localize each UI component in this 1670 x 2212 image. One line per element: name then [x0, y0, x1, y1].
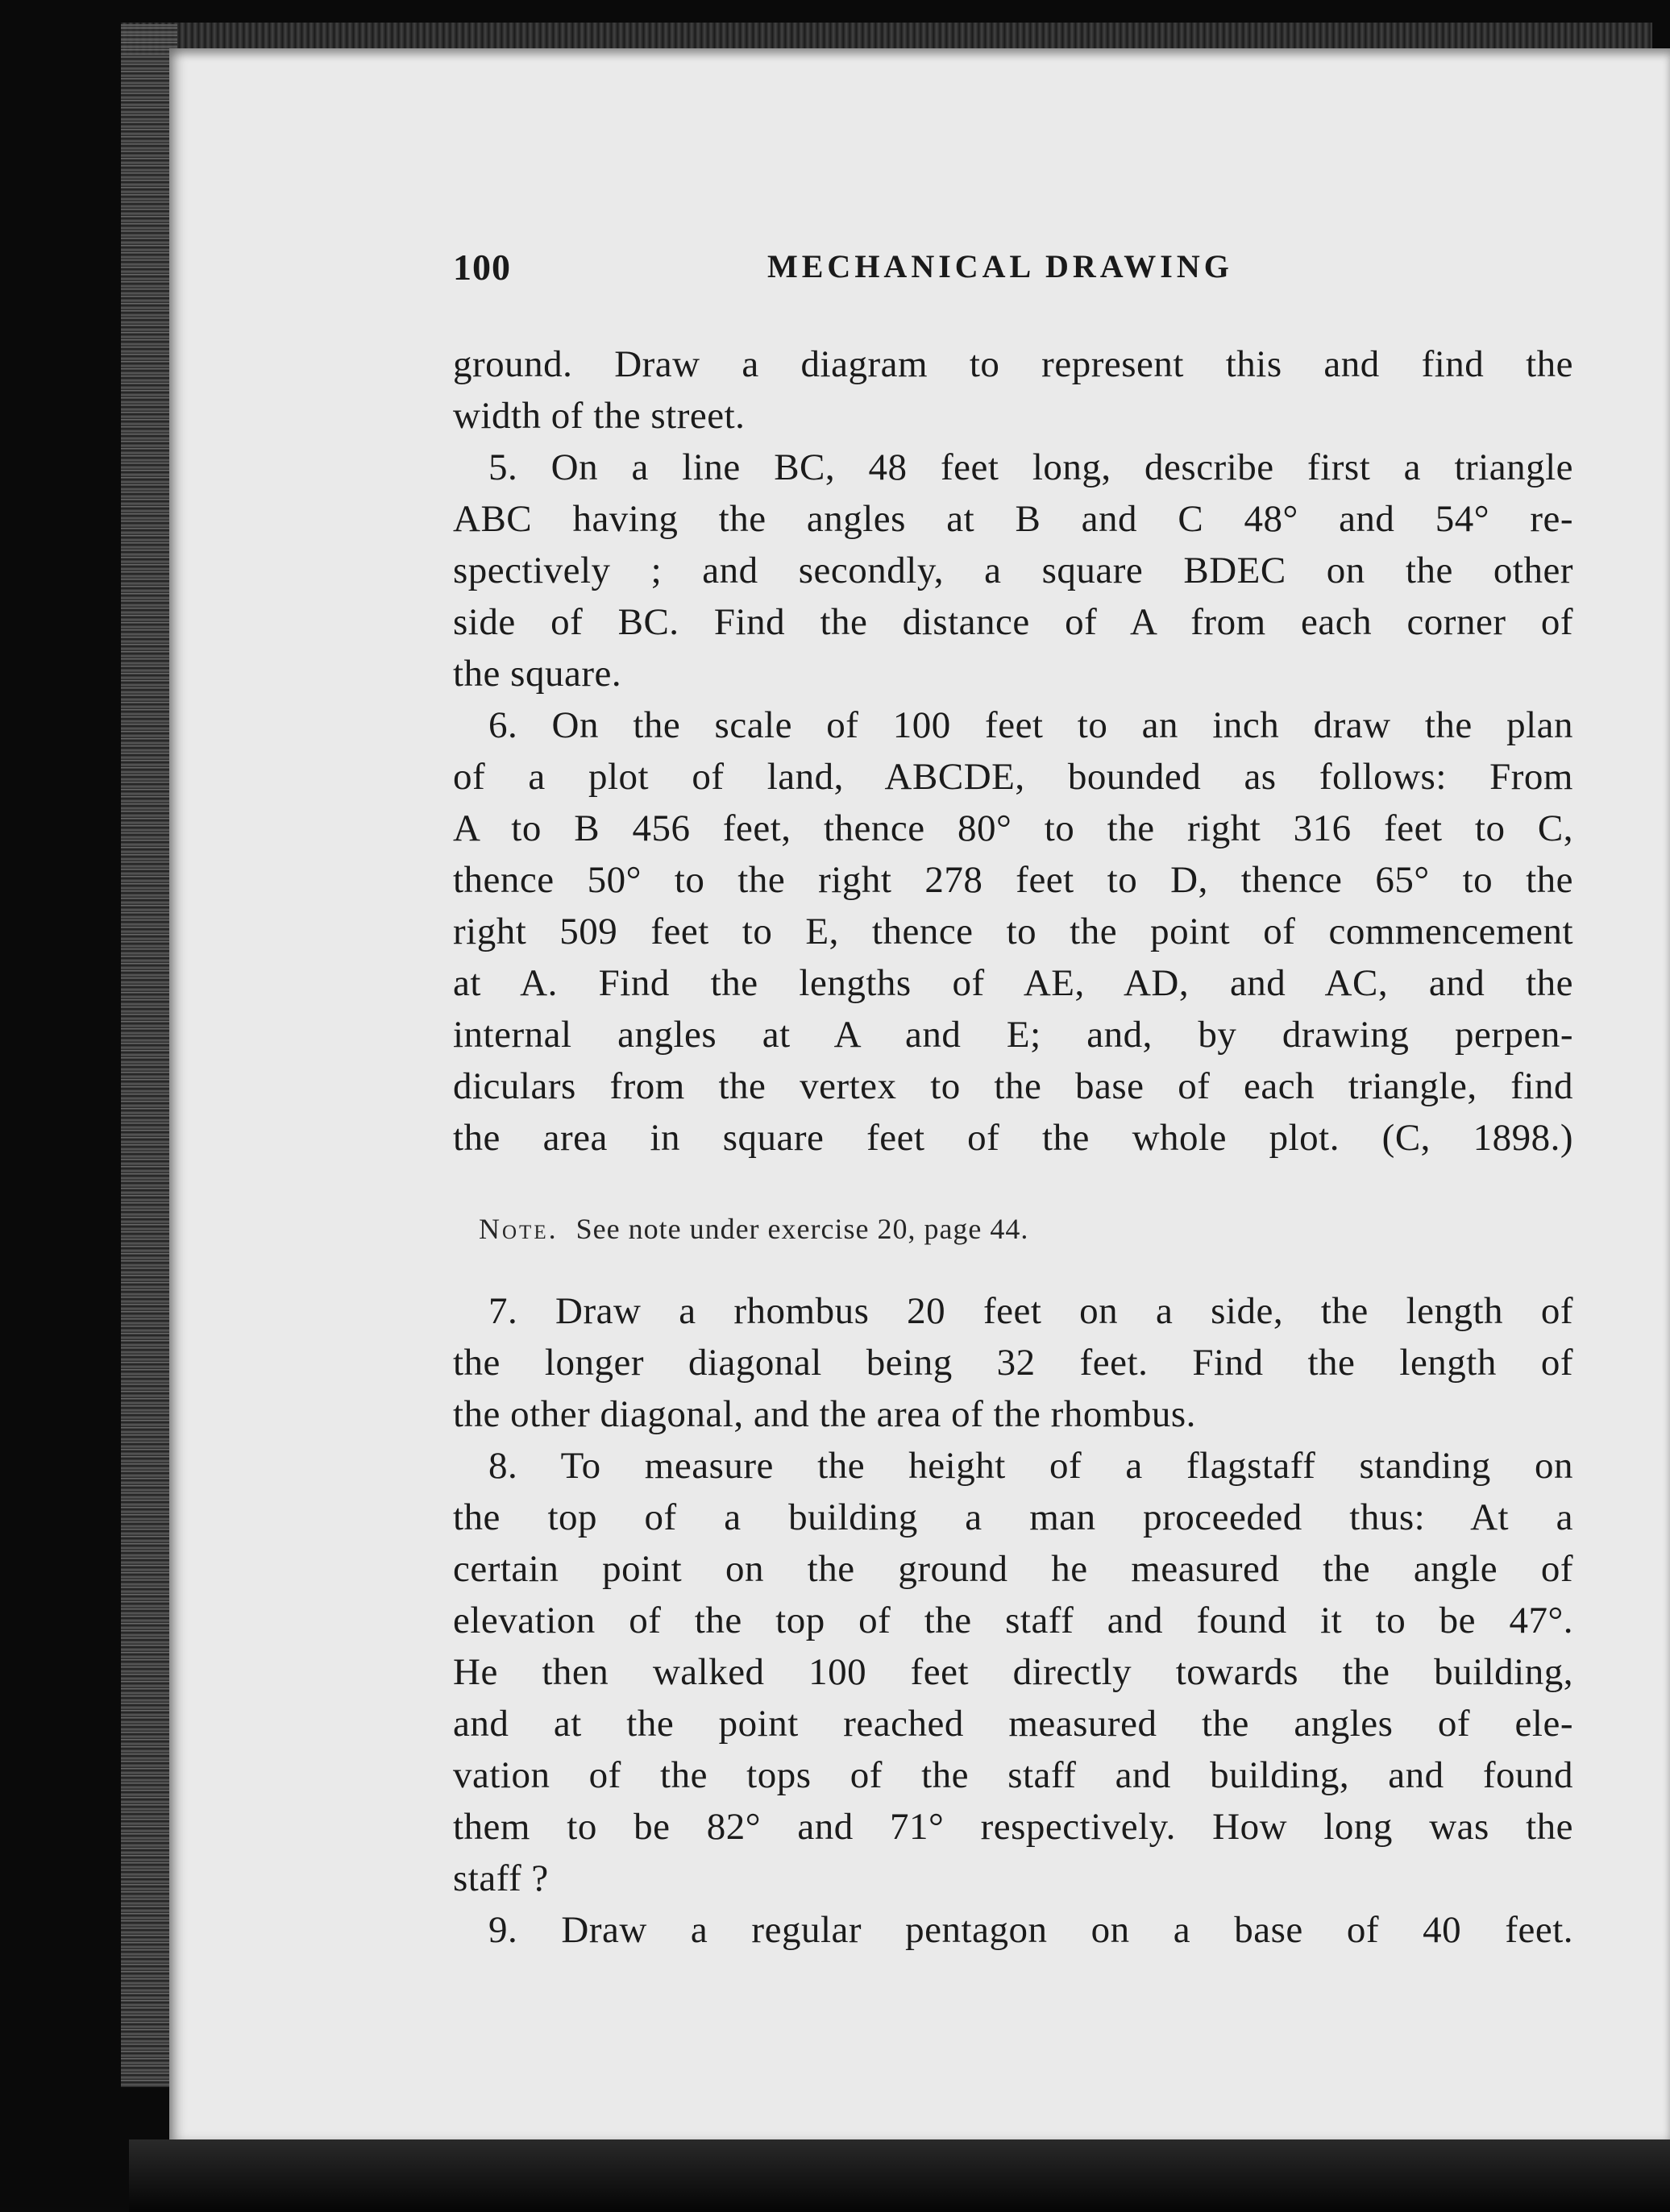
running-head	[453, 246, 1573, 302]
text-line: and at the point reached measured the angles of ele-	[453, 1703, 1573, 1745]
text-line: of a plot of land, ABCDE, bounded as follows: From	[453, 756, 1573, 798]
text-line: diculars from the vertex to the base of each triangle, find	[453, 1065, 1573, 1107]
text-line: the longer diagonal being 32 feet. Find the length of	[453, 1342, 1573, 1384]
text-line: the square.	[453, 653, 622, 695]
text-line: side of BC. Find the distance of A from each corner of	[453, 601, 1573, 643]
text-line: the area in square feet of the whole plot. (C, 1898.)	[453, 1117, 1573, 1159]
text-line: 7. Draw a rhombus 20 feet on a side, the length of	[488, 1290, 1573, 1332]
text-line: internal angles at A and E; and, by drawing perpen-	[453, 1014, 1573, 1056]
text-line: elevation of the top of the staff and found it to be 47°.	[453, 1600, 1573, 1641]
text-line: 5. On a line BC, 48 feet long, describe first a triangle	[488, 446, 1573, 488]
exercise-note	[479, 1209, 1028, 1249]
text-line: A to B 456 feet, thence 80° to the right 316 feet to C,	[453, 807, 1573, 849]
page-number: 100	[453, 247, 511, 288]
text-line: the other diagonal, and the area of the rhombus.	[453, 1393, 1196, 1435]
text-line: ground. Draw a diagram to represent this and find the	[453, 343, 1573, 385]
text-line: 8. To measure the height of a flagstaff standing on	[488, 1445, 1573, 1487]
text-line: thence 50° to the right 278 feet to D, thence 65° to the	[453, 859, 1573, 901]
text-line: them to be 82° and 71° respectively. How long was the	[453, 1806, 1573, 1848]
note-text: See note under exercise 20, page 44.	[575, 1213, 1029, 1245]
text-line: the top of a building a man proceeded thus: At a	[453, 1496, 1573, 1538]
text-line: certain point on the ground he measured the angle of	[453, 1548, 1573, 1590]
page-bottom-edge	[129, 2139, 1670, 2212]
text-line: ABC having the angles at B and C 48° and 54° re-	[453, 498, 1573, 540]
text-line: width of the street.	[453, 395, 746, 437]
text-line: He then walked 100 feet directly towards the building,	[453, 1651, 1573, 1693]
text-line: vation of the tops of the staff and building, and found	[453, 1754, 1573, 1796]
text-line: right 509 feet to E, thence to the point of commencement	[453, 911, 1573, 952]
note-label: Note.	[479, 1213, 559, 1245]
text-line: staff ?	[453, 1857, 549, 1899]
text-line: 6. On the scale of 100 feet to an inch draw the plan	[488, 704, 1573, 746]
text-line: spectively ; and secondly, a square BDEC on the other	[453, 550, 1573, 591]
text-line: 9. Draw a regular pentagon on a base of 40 feet.	[488, 1909, 1573, 1951]
text-line: at A. Find the lengths of AE, AD, and AC, and the	[453, 962, 1573, 1004]
running-title: MECHANICAL DRAWING	[767, 248, 1233, 284]
